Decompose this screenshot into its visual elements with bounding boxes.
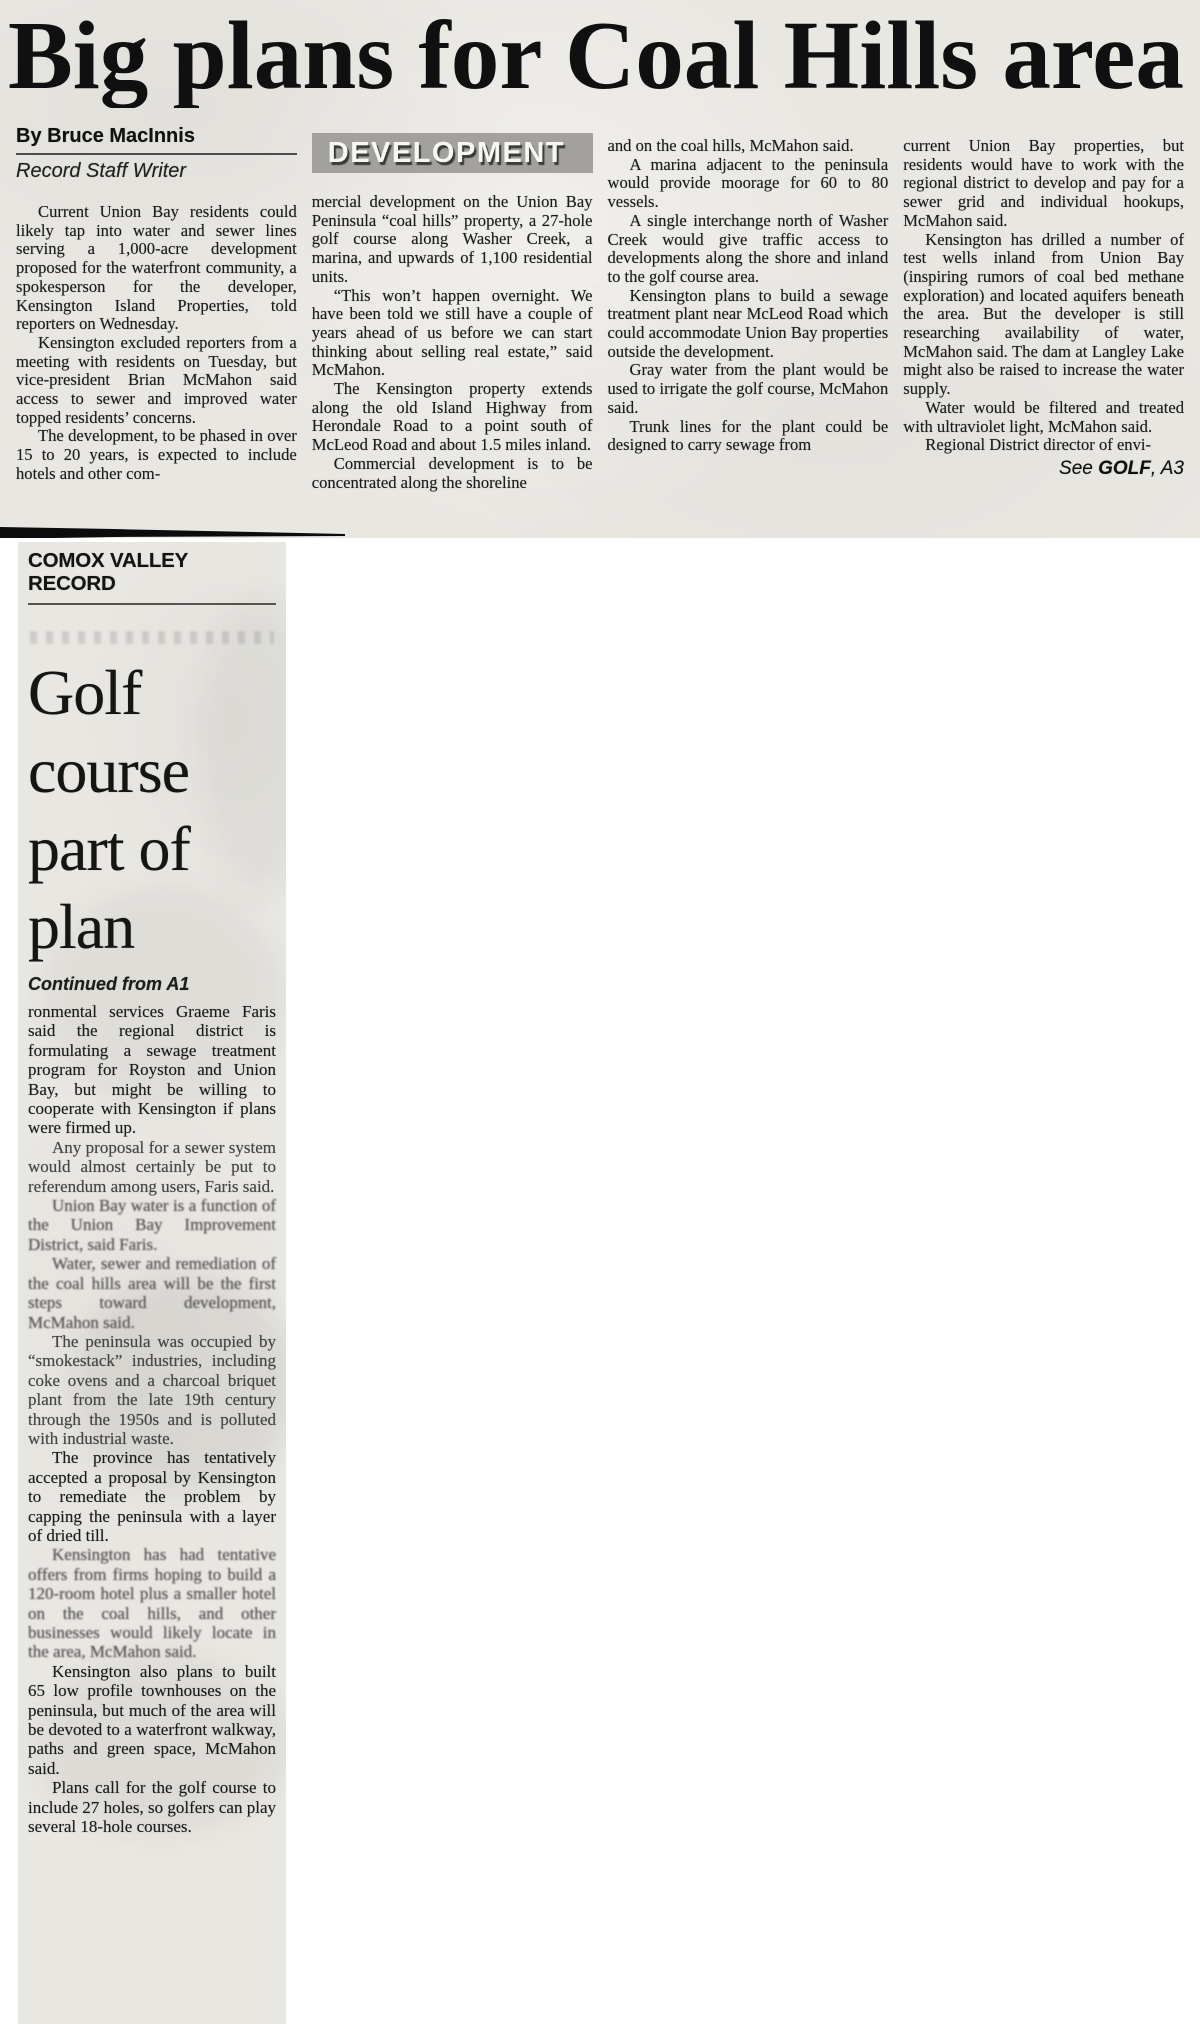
column-4 [903, 125, 1184, 492]
masthead-rule [28, 603, 276, 605]
paragraph: Commercial development is to be concentrated along the shoreline [311, 453, 593, 492]
byline-rule [16, 153, 297, 155]
paragraph: Plans call for the golf course to include 27 holes, so golfers can play several 18-hole courses. [28, 1778, 276, 1837]
paragraph: A marina adjacent to the peninsula would provide moorage for 60 to 80 vessels. [607, 154, 889, 212]
masthead: COMOX VALLEY RECORD [28, 549, 188, 595]
column-1 [16, 125, 297, 492]
paragraph: Regional District director of envi- [925, 435, 1152, 455]
continuation-content [18, 542, 286, 1836]
jump-pre: See [1059, 457, 1099, 479]
paragraph: Union Bay water is a function of the Union Bay Improvement District, said Faris. [28, 1196, 276, 1254]
paragraph: Kensington excluded reporters from a meeting with residents on Tuesday, but vice-president Brian McMahon said access to sewer and improved water topped residents’ concerns. [16, 332, 297, 427]
paragraph: ronmental services Graeme Faris said the regional district is formulating a sewage treatment program for Royston and Union Bay, but might be willing to cooperate with Kensington if plans were firmed up. [28, 1002, 276, 1138]
paragraph: The Kensington property extends along the old Island Highway from Herondale Road to a point south of McLeod Road and about 1.5 miles inland. [311, 379, 593, 455]
paragraph: current Union Bay properties, but residents would have to work with the regional district to develop and pay for a sewer grid and individual hookups, McMahon said. [903, 136, 1184, 230]
paragraph: Water, sewer and remediation of the coal hills area will be the first steps toward development, McMahon said. [28, 1254, 276, 1332]
main-headline-svg [6, 2, 1192, 108]
continuation-body [28, 1002, 276, 1836]
column-2 [312, 125, 593, 492]
jump-reference [903, 457, 1184, 482]
section-kicker: DEVELOPMENT [312, 133, 593, 173]
paragraph: “This won’t happen overnight. We have been told we still have a couple of years ahead of us before we can start thinking about selling real estate,” said McMahon. [311, 285, 593, 380]
ghost-print-artifact [30, 631, 274, 644]
paragraph: Trunk lines for the plant could be designed to carry sewage from [607, 416, 889, 455]
main-headline [0, 0, 1200, 113]
column-3 [608, 125, 889, 492]
paragraph: mercial development on the Union Bay Peninsula “coal hills” property, a 27-hole golf course along Washer Creek, a marina, and upwards of 1,100 residential units. [311, 192, 593, 286]
paragraph: Kensington has had tentative offers from firms hoping to build a 120-room hotel plus a smaller hotel on the coal hills, and other businesses would likely locate in the area, McMahon said. [28, 1545, 276, 1662]
scan-edge-artifact [0, 527, 345, 538]
paragraph: The peninsula was occupied by “smokestack” industries, including coke ovens and a charcoal briquet plant from the late 19th century through the 1950s and is polluted with industrial waste. [28, 1331, 276, 1448]
continuation-clipping [18, 542, 286, 2024]
paragraph: The province has tentatively accepted a proposal by Kensington to remediate the problem by capping the peninsula with a layer of dried till. [28, 1448, 276, 1545]
continuation-headline: Golf course part of plan [28, 657, 190, 963]
front-page-article [0, 0, 1200, 538]
paragraph: Gray water from the plant would be used to irrigate the golf course, McMahon said. [607, 360, 889, 417]
paragraph: Kensington also plans to built 65 low profile townhouses on the peninsula, but much of the area will be devoted to a waterfront walkway, paths and green space, McMahon said. [28, 1661, 276, 1778]
paragraph: The development, to be phased in over 15 to 20 years, is expected to include hotels and other com- [16, 426, 297, 483]
byline-title: Record Staff Writer [16, 160, 187, 182]
paragraph: A single interchange north of Washer Creek would give traffic access to developments along the shore and inland to the golf course area. [607, 210, 889, 286]
article-columns [0, 125, 1200, 492]
jump-post: , A3 [1150, 457, 1184, 479]
paragraph: Water would be filtered and treated with ultraviolet light, McMahon said. [903, 397, 1184, 436]
paragraph: Current Union Bay residents could likely tap into water and sewer lines serving a 1,000-acre development proposed for the waterfront community, a spokesperson for the developer, Kensington Island Properties, told reporters on Wednesday. [16, 202, 297, 334]
jump-ref: GOLF [1098, 457, 1151, 479]
continued-from-line: Continued from A1 [28, 974, 190, 995]
paragraph: Any proposal for a sewer system would almost certainly be put to referendum among users, Faris said. [28, 1137, 276, 1196]
paragraph: Kensington plans to build a sewage treatment plant near McLeod Road which could accommodate Union Bay properties outside the development. [607, 285, 889, 361]
paragraph: and on the coal hills, McMahon said. [607, 136, 854, 155]
main-headline-text: Big plans for Coal Hills area [8, 2, 1184, 108]
byline-author: By Bruce MacInnis [16, 125, 195, 147]
paragraph: Kensington has drilled a number of test wells inland from Union Bay (inspiring rumors of coal bed methane exploration) and located aquifers beneath the area. But the developer is still researching availability of water, McMahon said. The dam at Langley Lake might also be raised to increase the water supply. [903, 229, 1184, 399]
